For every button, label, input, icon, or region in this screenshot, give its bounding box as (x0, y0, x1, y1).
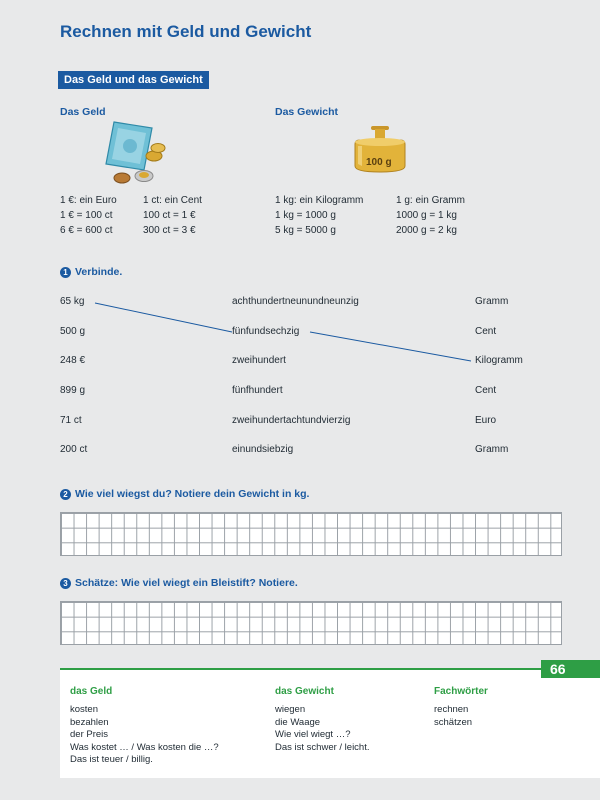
gewicht-heading: Das Gewicht (275, 106, 339, 118)
glossary-term: kosten (70, 704, 98, 715)
glossary-term: der Preis (70, 729, 109, 740)
geld-fact: 100 ct = 1 € (143, 210, 196, 221)
glossary-term: Das ist schwer / leicht. (275, 741, 370, 753)
geld-fact: 1 € = 100 ct (60, 210, 113, 221)
task1-right-0[interactable]: Gramm (475, 296, 509, 307)
gewicht-fact: 2000 g = 2 kg (396, 225, 457, 236)
glossary-term: schätzen (434, 716, 473, 728)
task1-left-0[interactable]: 65 kg (60, 296, 85, 307)
connection-line-kilogramm (310, 332, 471, 361)
task1-middle-2[interactable]: zweihundert (232, 355, 286, 366)
glossary-list-gewicht (275, 704, 370, 754)
geld-heading: Das Geld (60, 106, 106, 118)
task3-heading (60, 577, 298, 589)
glossary-heading-fachwoerter: Fachwörter (434, 686, 488, 697)
task1-left-1[interactable]: 500 g (60, 326, 86, 337)
task1-middle-4[interactable]: zweihundertachtundvierzig (232, 415, 351, 426)
quote-icon: 66 (541, 660, 600, 678)
task1-middle-5[interactable]: einundsiebzig (232, 444, 294, 455)
task1-middle-3[interactable]: fünfhundert (232, 385, 283, 396)
task1-left-4[interactable]: 71 ct (60, 415, 82, 426)
task1-left-2[interactable]: 248 € (60, 355, 86, 366)
task1-right-5[interactable]: Gramm (475, 444, 509, 455)
task1-right-1[interactable]: Cent (475, 326, 497, 337)
glossary-list-fachwoerter (434, 704, 472, 729)
glossary-term: Das ist teuer / billig. (70, 754, 153, 765)
task1-middle-1[interactable]: fünfundsechzig (232, 326, 300, 337)
task1-left-5[interactable]: 200 ct (60, 444, 88, 455)
gewicht-fact: 1 kg: ein Kilogramm (275, 195, 364, 206)
task-number-badge: 3 (60, 578, 71, 589)
task3-answer-grid[interactable] (60, 601, 562, 645)
glossary-heading-gewicht: das Gewicht (275, 686, 334, 697)
geld-fact: 1 ct: ein Cent (143, 195, 202, 206)
glossary-term: die Waage (275, 716, 321, 728)
task-number-badge: 2 (60, 489, 71, 500)
glossary-list-geld (70, 704, 219, 767)
gewicht-fact: 5 kg = 5000 g (275, 225, 336, 236)
task1-left-3[interactable]: 899 g (60, 385, 86, 396)
connection-line-65kg (95, 303, 232, 332)
section-banner: Das Geld und das Gewicht (58, 71, 209, 89)
task3-label: Schätze: Wie viel wiegt ein Bleistift? Notiere. (75, 577, 298, 589)
glossary-heading-geld: das Geld (70, 686, 113, 697)
geld-fact: 300 ct = 3 € (143, 225, 196, 236)
task1-right-3[interactable]: Cent (475, 385, 497, 396)
task2-label: Wie viel wiegst du? Notiere dein Gewicht in kg. (75, 488, 310, 500)
geld-fact: 1 €: ein Euro (60, 195, 117, 206)
glossary-term: Was kostet … / Was kosten die …? (70, 741, 219, 753)
gewicht-fact: 1000 g = 1 kg (396, 210, 457, 221)
task-number-badge: 1 (60, 267, 71, 278)
page-title: Rechnen mit Geld und Gewicht (60, 22, 312, 41)
glossary-term: wiegen (275, 704, 306, 715)
glossary-term: Wie viel wiegt …? (275, 729, 351, 740)
glossary-term: rechnen (434, 704, 469, 715)
geld-fact: 6 € = 600 ct (60, 225, 113, 236)
weight-label: 100 g (366, 157, 392, 168)
task1-right-2[interactable]: Kilogramm (475, 355, 523, 366)
task1-label: Verbinde. (75, 266, 123, 278)
gewicht-fact: 1 kg = 1000 g (275, 210, 336, 221)
task2-answer-grid[interactable] (60, 512, 562, 556)
gewicht-fact: 1 g: ein Gramm (396, 195, 465, 206)
task1-right-4[interactable]: Euro (475, 415, 497, 426)
glossary-box (60, 668, 600, 778)
task1-middle-0[interactable]: achthundertneunundneunzig (232, 296, 359, 307)
task2-heading (60, 488, 309, 500)
glossary-term: bezahlen (70, 716, 109, 728)
